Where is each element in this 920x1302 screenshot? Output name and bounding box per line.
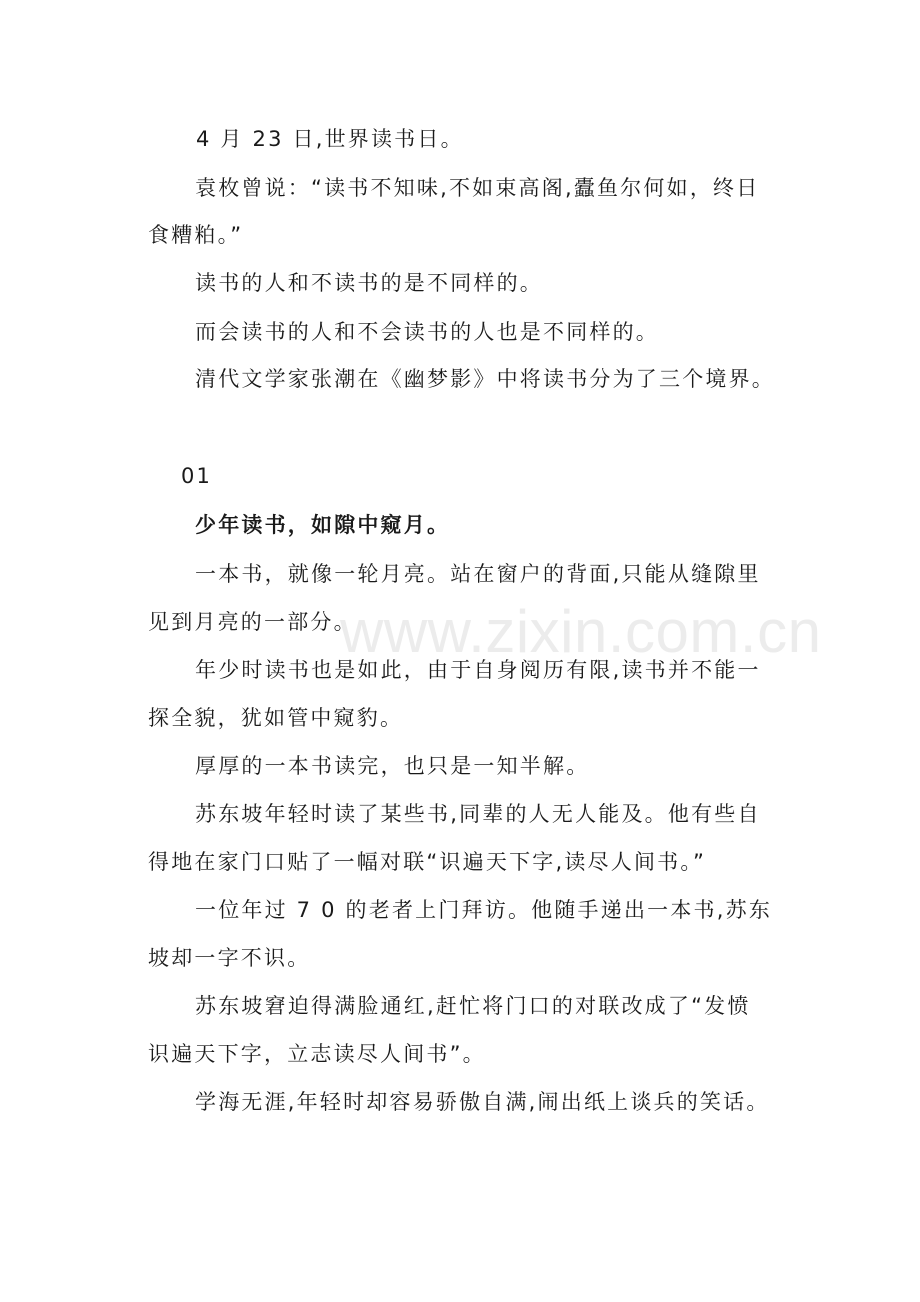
intro-paragraph-5: 清代文学家张潮在《幽梦影》中将读书分为了三个境界。	[195, 367, 775, 391]
body-line-1: 一本书，就像一轮月亮。站在窗户的背面,只能从缝隙里	[195, 562, 761, 586]
body-line-3: 年少时读书也是如此，由于自身阅历有限,读书并不能一	[195, 658, 761, 682]
section-heading: 少年读书，如隙中窥月。	[195, 513, 451, 537]
body-line-5: 厚厚的一本书读完，也只是一知半解。	[195, 754, 590, 778]
body-line-7: 得地在家门口贴了一幅对联“识遍天下字,读尽人间书。”	[148, 850, 707, 874]
body-line-12: 学海无涯,年轻时却容易骄傲自满,闹出纸上谈兵的笑话。	[195, 1090, 770, 1114]
intro-paragraph-3: 读书的人和不读书的是不同样的。	[195, 271, 543, 295]
intro-quote-line-2: 食糟粕。”	[148, 223, 244, 247]
body-line-2: 见到月亮的一部分。	[148, 610, 357, 634]
watermark: www.zixin.com.cn	[340, 598, 822, 665]
intro-quote-line-1: 袁枚曾说：“读书不知味,不如束高阁,蠹鱼尔何如，终日	[195, 176, 760, 200]
intro-paragraph-4: 而会读书的人和不会读书的人也是不同样的。	[195, 320, 659, 344]
body-line-11: 识遍天下字，立志读尽人间书”。	[148, 1042, 486, 1066]
body-line-4: 探全貌，犹如管中窥豹。	[148, 706, 404, 730]
section-number: 01	[181, 464, 213, 488]
body-line-8: 一位年过 7 0 的老者上门拜访。他随手递出一本书,苏东	[195, 898, 773, 922]
body-line-9: 坡却一字不识。	[148, 946, 311, 970]
intro-date-line: 4 月 23 日,世界读书日。	[196, 127, 464, 151]
body-line-10: 苏东坡窘迫得满脸通红,赶忙将门口的对联改成了“发愤	[195, 994, 751, 1018]
body-line-6: 苏东坡年轻时读了某些书,同辈的人无人能及。他有些自	[195, 802, 761, 826]
